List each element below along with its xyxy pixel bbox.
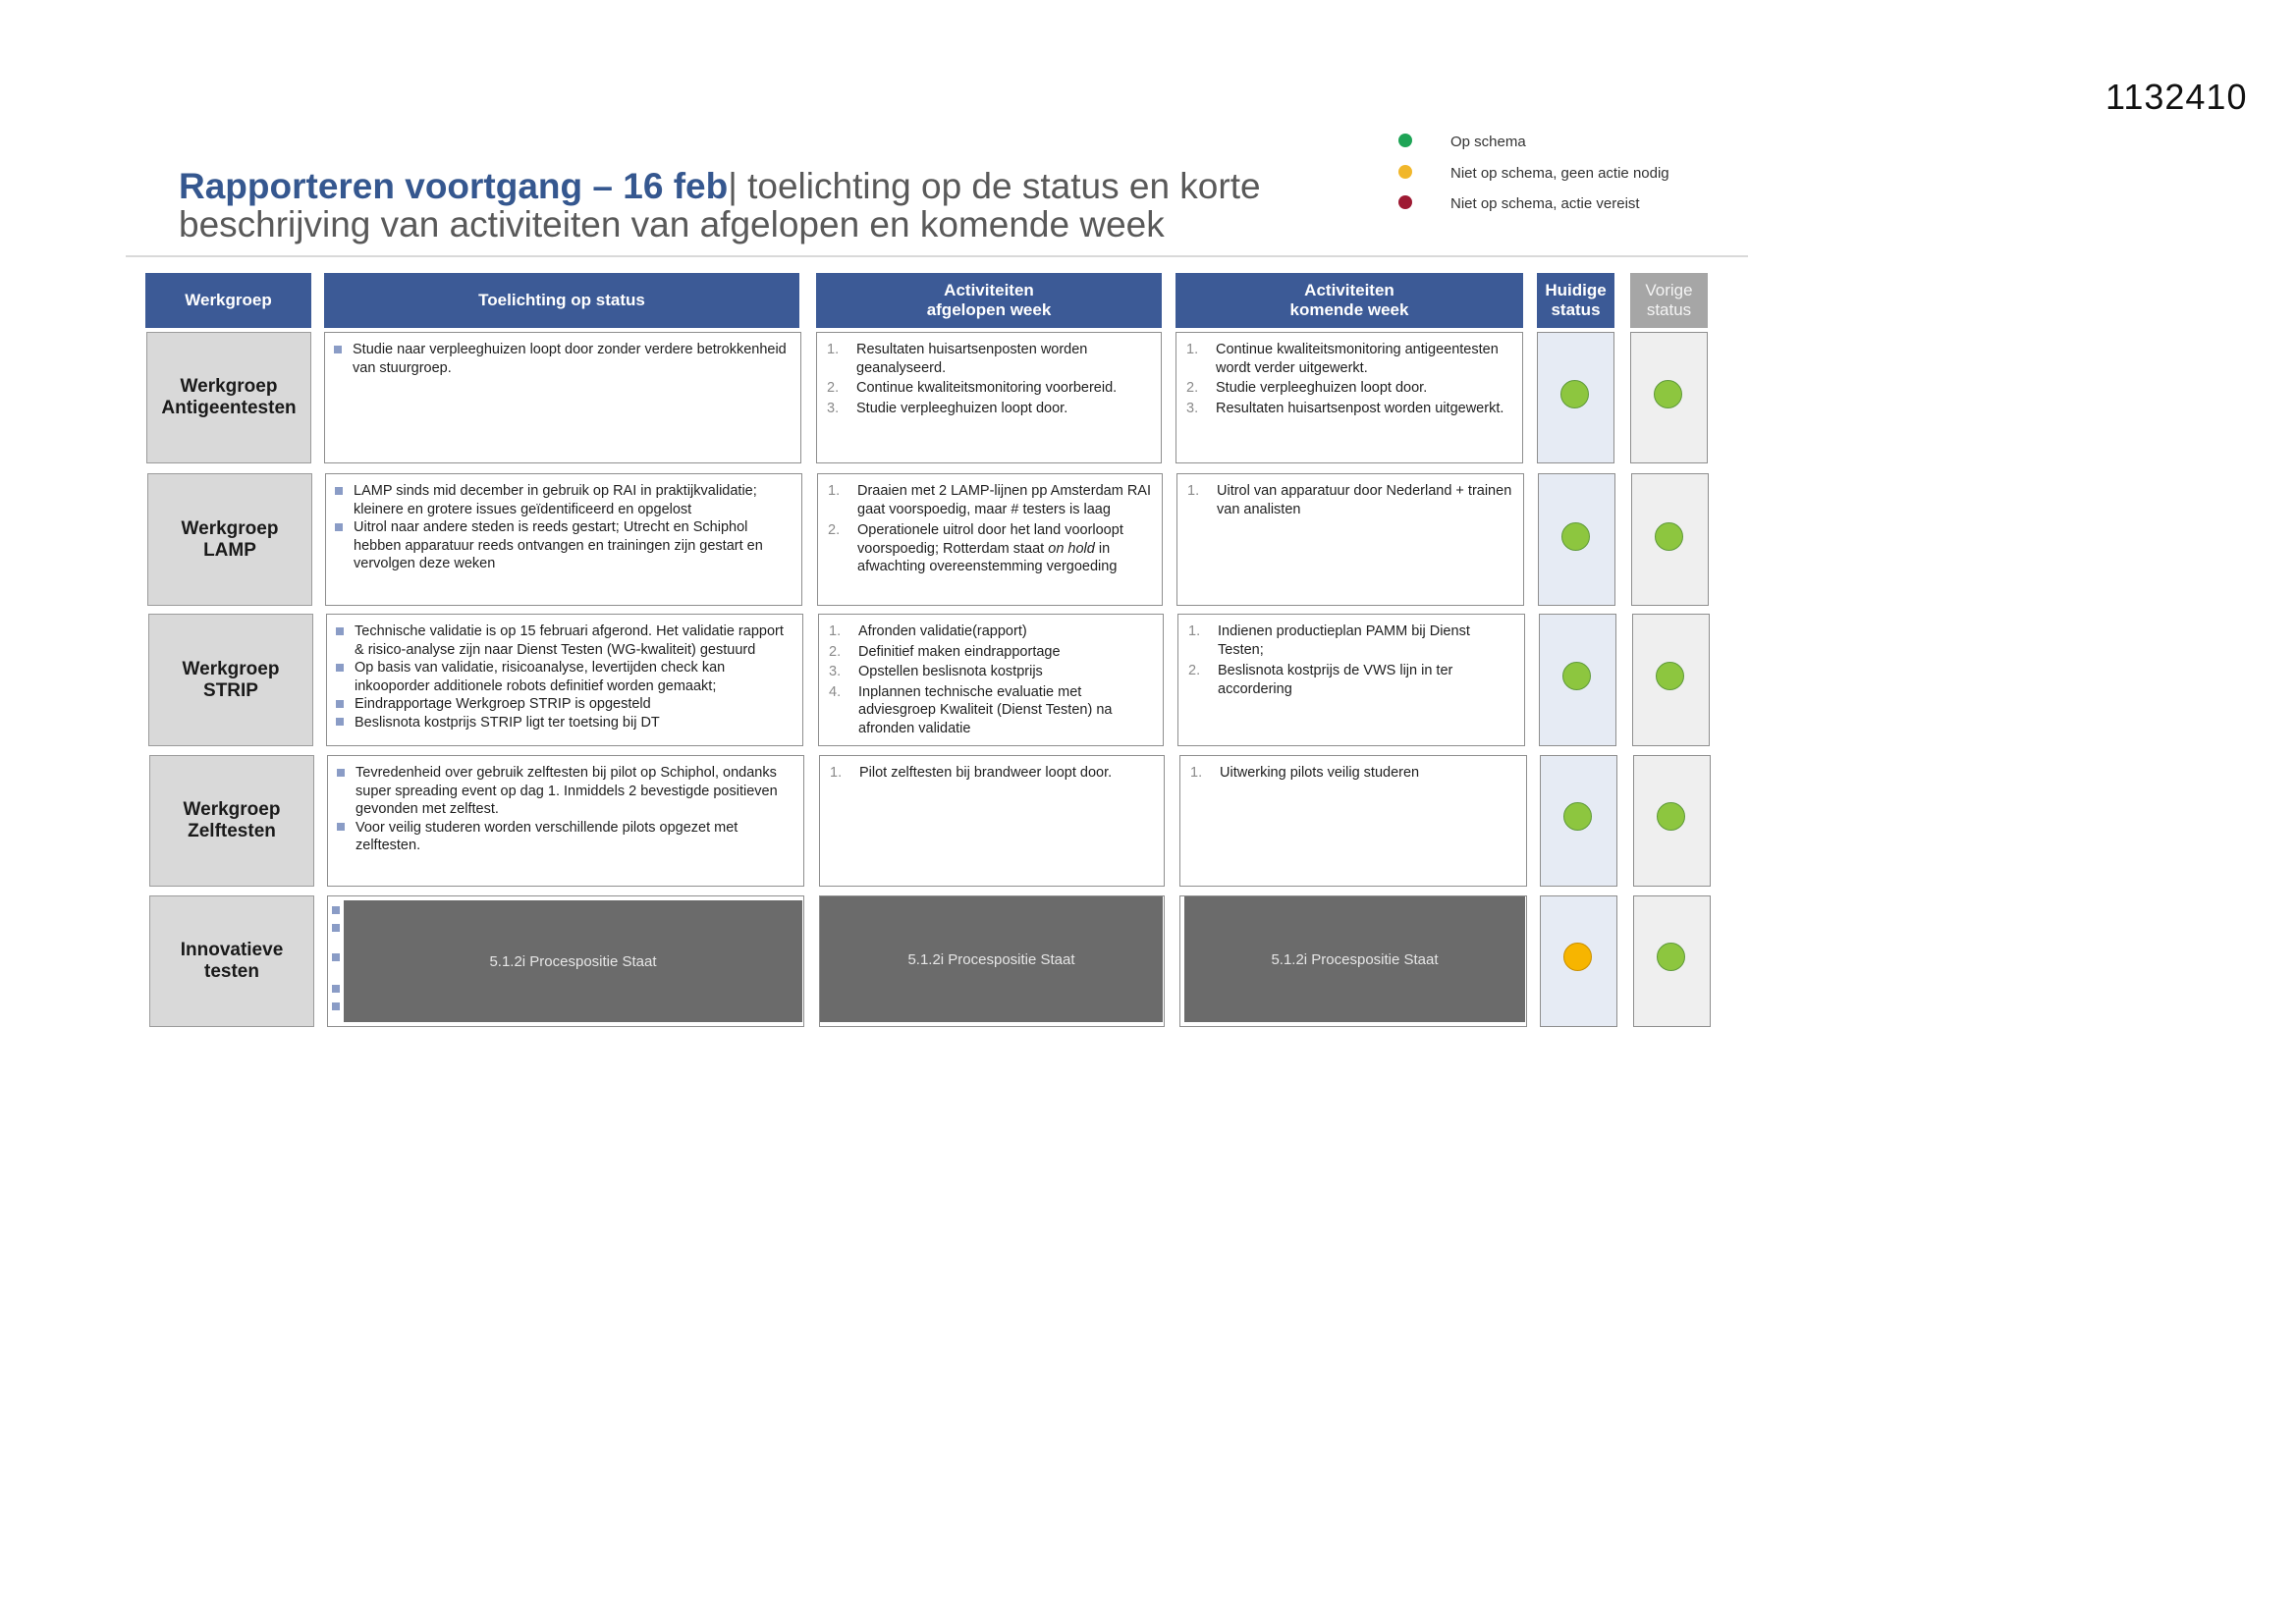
header-werkgroep — [145, 273, 311, 328]
bullet-marker-icon — [332, 906, 340, 914]
header-label: status — [1646, 300, 1692, 319]
activity-item — [825, 379, 1153, 398]
status-dot-icon — [1656, 662, 1684, 690]
afgelopen-cell — [819, 755, 1165, 887]
item-text: Afronden validatie(rapport) — [858, 623, 1027, 639]
activity-item — [1184, 400, 1514, 418]
header-label: Toelichting op status — [478, 291, 645, 309]
item-number: 3. — [829, 664, 842, 679]
status-dot-icon — [1563, 943, 1592, 971]
row-group-strip — [148, 614, 313, 746]
activity-item — [826, 521, 1154, 576]
item-number: 4. — [829, 683, 842, 700]
status-bullet: Voor veilig studeren worden verschillende pilots opgezet met zelftesten. — [336, 819, 795, 855]
status-bullet: Eindrapportage Werkgroep STRIP is opgesteld — [335, 695, 794, 714]
vorige-status-cell — [1631, 473, 1709, 606]
redaction-block — [1184, 896, 1525, 1022]
item-number: 2. — [827, 380, 840, 396]
header-label: Activiteiten — [1304, 281, 1394, 299]
group-label: STRIP — [203, 679, 258, 701]
status-dot-icon — [1657, 943, 1685, 971]
activity-item — [827, 683, 1155, 738]
item-number: 1. — [827, 342, 840, 357]
afgelopen-cell — [818, 614, 1164, 746]
activity-item — [825, 400, 1153, 418]
group-label: Werkgroep — [181, 517, 279, 539]
row-group-lamp — [147, 473, 312, 606]
activity-item — [828, 764, 1156, 783]
status-bullet: LAMP sinds mid december in gebruik op RAI in praktijkvalidatie; kleinere en grotere issues geïdentificeerd en opgelost — [334, 482, 793, 518]
huidige-status-cell — [1537, 332, 1614, 463]
item-text: Pilot zelftesten bij brandweer loopt door. — [859, 765, 1113, 781]
activity-item — [1186, 662, 1516, 698]
toelichting-cell — [324, 332, 801, 463]
item-text: Uitrol van apparatuur door Nederland + trainen van analisten — [1217, 483, 1512, 517]
group-label: Werkgroep — [183, 799, 281, 820]
redaction-label: 5.1.2i Procespositie Staat — [907, 950, 1075, 968]
item-text: Studie verpleeghuizen loopt door. — [856, 400, 1068, 416]
item-text: Indienen productieplan PAMM bij Dienst Testen; — [1218, 623, 1470, 658]
vorige-status-cell — [1632, 614, 1710, 746]
huidige-status-cell — [1540, 895, 1617, 1027]
toelichting-cell — [325, 473, 802, 606]
bullet-marker-icon — [332, 1002, 340, 1010]
status-report-slide — [126, 120, 1748, 1038]
activity-item — [826, 482, 1154, 518]
document-number: 1132410 — [2105, 77, 2248, 117]
vorige-status-cell — [1633, 755, 1711, 887]
title-rest: | toelichting op de status en korte beschrijving van activiteiten van afgelopen en komende week — [179, 166, 1261, 244]
title-bold: Rapporteren voortgang – 16 feb — [179, 166, 729, 206]
afgelopen-cell — [816, 332, 1162, 463]
item-text: Studie verpleeghuizen loopt door. — [1216, 380, 1428, 396]
activity-item — [1185, 482, 1515, 518]
item-number: 1. — [830, 765, 843, 781]
bullet-marker-icon — [332, 953, 340, 961]
header-label: komende week — [1289, 300, 1409, 319]
item-text: in afwachting overeenstemming vergoeding — [857, 540, 1118, 574]
header-label: Vorige — [1645, 281, 1693, 299]
komende-cell — [1179, 755, 1527, 887]
toelichting-cell — [326, 614, 803, 746]
activity-item — [1184, 379, 1514, 398]
header-activiteiten-afgelopen — [816, 273, 1162, 328]
item-number: 1. — [1186, 342, 1199, 357]
group-label: Werkgroep — [180, 376, 278, 397]
toelichting-cell — [327, 895, 804, 1027]
item-number: 2. — [829, 643, 842, 660]
row-group-innovatieve-testen — [149, 895, 314, 1027]
bullet-marker-icon — [332, 924, 340, 932]
item-number: 2. — [1188, 663, 1201, 678]
item-text: Opstellen beslisnota kostprijs — [858, 664, 1043, 679]
legend-label: Niet op schema, geen actie nodig — [1450, 164, 1669, 182]
activity-item — [827, 623, 1155, 641]
item-number: 1. — [1190, 765, 1203, 781]
redaction-label: 5.1.2i Procespositie Staat — [489, 952, 657, 970]
item-text: Inplannen technische evaluatie met adviesgroep Kwaliteit (Dienst Testen) na afronden validatie — [858, 683, 1113, 736]
afgelopen-cell — [819, 895, 1165, 1027]
komende-cell — [1177, 614, 1525, 746]
item-text: Operationele uitrol door het land voorloopt voorspoedig; Rotterdam staat — [857, 522, 1123, 557]
group-label: testen — [204, 961, 259, 982]
bullet-marker-icon — [332, 985, 340, 993]
item-number: 3. — [827, 400, 840, 416]
page-title — [179, 167, 1416, 244]
item-number: 1. — [1187, 483, 1200, 499]
header-label: Huidige — [1545, 281, 1607, 299]
item-number: 2. — [1186, 380, 1199, 396]
komende-cell — [1176, 473, 1524, 606]
item-number: 2. — [828, 522, 841, 538]
status-dot-icon — [1561, 522, 1590, 551]
group-label: Antigeentesten — [161, 398, 297, 418]
status-bullet: Technische validatie is op 15 februari afgerond. Het validatie rapport & risico-analyse zijn naar Dienst Testen (WG-kwaliteit) gestuurd — [335, 623, 794, 659]
group-label: Zelftesten — [188, 821, 276, 841]
huidige-status-cell — [1540, 755, 1617, 887]
group-label: LAMP — [203, 539, 256, 561]
green-status-dot-icon — [1398, 134, 1412, 147]
komende-cell — [1179, 895, 1527, 1027]
activity-item — [1184, 341, 1514, 377]
item-text: Continue kwaliteitsmonitoring antigeentesten wordt verder uitgewerkt. — [1216, 342, 1499, 376]
status-dot-icon — [1563, 802, 1592, 831]
legend-label: Op schema — [1450, 134, 1526, 150]
item-text: Continue kwaliteitsmonitoring voorbereid. — [856, 380, 1118, 396]
item-text: Uitwerking pilots veilig studeren — [1220, 765, 1420, 781]
item-text: Resultaten huisartsenposten worden geanalyseerd. — [856, 342, 1088, 376]
header-label: status — [1551, 300, 1601, 319]
huidige-status-cell — [1539, 614, 1616, 746]
status-dot-icon — [1654, 380, 1682, 408]
item-text: Resultaten huisartsenpost worden uitgewerkt. — [1216, 400, 1504, 416]
item-text: Draaien met 2 LAMP-lijnen pp Amsterdam RAI gaat voorspoedig, maar # testers is laag — [857, 483, 1151, 517]
status-bullet: Beslisnota kostprijs STRIP ligt ter toetsing bij DT — [335, 714, 794, 732]
group-label: Innovatieve — [180, 940, 284, 960]
item-number: 1. — [829, 623, 842, 639]
redaction-block — [344, 900, 802, 1022]
row-group-zelftesten — [149, 755, 314, 887]
huidige-status-cell — [1538, 473, 1615, 606]
activity-item — [827, 643, 1155, 662]
status-dot-icon — [1560, 380, 1589, 408]
redaction-block — [820, 896, 1163, 1022]
header-vorige-status — [1630, 273, 1708, 328]
legend-label: Niet op schema, actie vereist — [1450, 195, 1640, 212]
title-divider — [126, 255, 1748, 257]
status-dot-icon — [1657, 802, 1685, 831]
afgelopen-cell — [817, 473, 1163, 606]
toelichting-cell — [327, 755, 804, 887]
status-bullet: Studie naar verpleeghuizen loopt door zonder verdere betrokkenheid van stuurgroep. — [333, 341, 793, 377]
status-bullet: Tevredenheid over gebruik zelftesten bij pilot op Schiphol, ondanks super spreading event op dag 1. Inmiddels 2 bevestigde positieven gevonden met zelftest. — [336, 764, 795, 819]
item-number: 1. — [1188, 623, 1201, 639]
activity-item — [825, 341, 1153, 377]
item-text: Definitief maken eindrapportage — [858, 643, 1061, 660]
header-label: Werkgroep — [185, 291, 272, 309]
status-dot-icon — [1655, 522, 1683, 551]
activity-item — [1188, 764, 1518, 783]
item-number: 3. — [1186, 400, 1199, 416]
item-text-italic: on hold — [1048, 540, 1095, 557]
redaction-label: 5.1.2i Procespositie Staat — [1271, 950, 1439, 968]
activity-item — [827, 663, 1155, 681]
header-label: afgelopen week — [926, 300, 1052, 319]
status-dot-icon — [1562, 662, 1591, 690]
item-number: 1. — [828, 483, 841, 499]
vorige-status-cell — [1633, 895, 1711, 1027]
row-group-antigeentesten — [146, 332, 311, 463]
activity-item — [1186, 623, 1516, 659]
vorige-status-cell — [1630, 332, 1708, 463]
header-label: Activiteiten — [944, 281, 1034, 299]
group-label: Werkgroep — [182, 658, 280, 679]
komende-cell — [1175, 332, 1523, 463]
header-huidige-status — [1537, 273, 1614, 328]
header-toelichting — [324, 273, 799, 328]
item-text: Beslisnota kostprijs de VWS lijn in ter accordering — [1218, 663, 1453, 697]
status-bullet: Op basis van validatie, risicoanalyse, levertijden check kan inkooporder additionele robots definitief worden gemaakt; — [335, 659, 794, 695]
header-activiteiten-komende — [1175, 273, 1523, 328]
status-bullet: Uitrol naar andere steden is reeds gestart; Utrecht en Schiphol hebben apparatuur reeds ontvangen en trainingen zijn gestart en vervolgen deze weken — [334, 518, 793, 573]
